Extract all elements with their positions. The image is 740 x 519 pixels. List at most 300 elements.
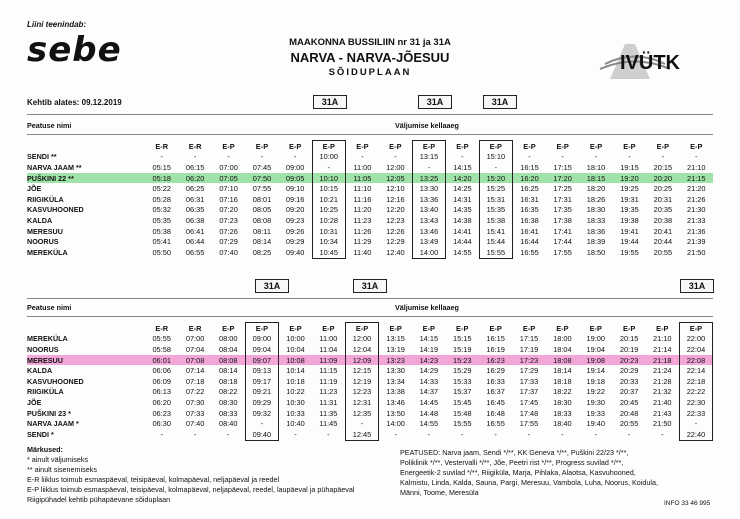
- route-tag-6: 31A: [680, 279, 714, 293]
- departure-time: -: [461, 152, 464, 162]
- departure-time: -: [479, 162, 512, 173]
- departure-time: 07:45: [252, 162, 272, 172]
- day-code: E-P: [422, 323, 435, 333]
- route-tag-1: 31A: [313, 95, 347, 109]
- departure-time: 18:33: [553, 408, 572, 418]
- departure-time: 20:15: [653, 162, 673, 172]
- timetable-joesuu-narva: [27, 322, 713, 441]
- departure-time: 09:40: [285, 247, 305, 257]
- note-line: E-R liiklus toimub esmaspäeval, teisipäeval, kolmapäeval, neljapäeval ja reedel: [27, 475, 280, 484]
- departure-time: 21:26: [687, 194, 706, 204]
- departure-time: -: [293, 152, 297, 162]
- footer-code: INFO 33 46 995: [664, 500, 711, 507]
- departure-time: 12:40: [386, 247, 405, 257]
- table-row: [27, 173, 713, 184]
- departure-time: 08:08: [212, 355, 245, 366]
- departure-time: 12:35: [345, 408, 378, 419]
- departure-time: 20:29: [619, 366, 639, 376]
- departure-time: 12:04: [345, 344, 378, 355]
- departure-time: 13:30: [412, 183, 445, 194]
- departure-time: 11:23: [353, 215, 372, 225]
- departure-time: 10:30: [286, 397, 305, 407]
- route-tag-2: 31A: [418, 95, 452, 109]
- departure-time: 09:17: [245, 376, 278, 387]
- departure-time: 19:33: [586, 408, 606, 418]
- stops-line: PEATUSED: Narva jaam, Sendi */**, KK Geneva */**, Puškini 22/23 */**,: [400, 448, 629, 457]
- operator-logo: sebe: [27, 30, 122, 70]
- departure-time: -: [594, 152, 598, 162]
- day-code: E-P: [589, 141, 603, 151]
- departure-time: 18:22: [553, 387, 572, 397]
- authority-logo-text: IVÜTK: [620, 52, 680, 74]
- departure-time: -: [345, 418, 378, 429]
- departure-time: 19:30: [586, 397, 606, 407]
- departure-time: -: [460, 429, 464, 439]
- stop-name: RIIGIKÜLA: [27, 194, 64, 204]
- departure-time: 10:18: [286, 376, 305, 386]
- departure-time: 08:08: [252, 215, 272, 225]
- departure-time: 14:15: [419, 334, 439, 344]
- departure-time: 19:55: [620, 247, 639, 257]
- departure-time: 10:22: [286, 387, 305, 397]
- departure-time: 11:40: [353, 247, 372, 257]
- departure-time: 22:40: [679, 429, 712, 440]
- departure-time: 15:41: [479, 226, 512, 237]
- departure-time: 21:40: [653, 397, 672, 407]
- departure-time: 10:10: [312, 173, 345, 184]
- departure-time: 13:38: [386, 387, 405, 397]
- departure-time: 14:41: [453, 226, 472, 236]
- departure-time: 18:30: [553, 397, 572, 407]
- departure-time: 14:23: [412, 355, 445, 366]
- stop-name: KASVUHOONED: [27, 205, 84, 215]
- departure-time: 19:15: [620, 162, 639, 172]
- departure-time: 06:06: [152, 366, 171, 376]
- note-line: E-P liiklus toimub esmaspäeval, teisipäeval, kolmapäeval, neljapäeval, reedel, laupäeval ja pühapäeval: [27, 485, 355, 494]
- departure-time: 21:20: [687, 184, 706, 194]
- departure-time: 16:45: [486, 397, 505, 407]
- day-code: E-P: [389, 141, 402, 151]
- departure-time: -: [627, 429, 631, 439]
- departure-time: 07:05: [212, 173, 245, 184]
- departure-time: 11:29: [353, 237, 372, 247]
- departure-time: 19:38: [620, 215, 639, 225]
- departure-time: 17:35: [553, 205, 572, 215]
- route-tag-5: 31A: [353, 279, 387, 293]
- departure-time: 08:04: [218, 344, 238, 354]
- day-code: E-P: [412, 141, 445, 152]
- departure-time: 06:13: [152, 387, 171, 397]
- notes-left: [27, 445, 357, 505]
- departure-time: 17:44: [553, 237, 572, 247]
- departure-time: 08:18: [218, 376, 238, 386]
- departure-time: 14:15: [453, 162, 472, 172]
- departure-time: 19:18: [586, 376, 606, 386]
- departure-time: 07:08: [178, 355, 211, 366]
- departure-time: 10:40: [286, 419, 305, 429]
- operator-label: Liini teenindab:: [27, 20, 87, 29]
- table-row: [27, 236, 713, 247]
- day-code: E-P: [623, 323, 636, 333]
- stops-line: Kalmistu, Linda, Kalda, Sauna, Pargi, Meresuu, Vambola, Luha, Noorus, Koidula,: [400, 478, 658, 487]
- day-code: E-P: [222, 141, 235, 151]
- departure-time: 07:04: [185, 344, 205, 354]
- departure-time: 05:28: [152, 194, 171, 204]
- departure-time: 11:00: [319, 334, 338, 344]
- day-code: E-P: [456, 323, 469, 333]
- departure-time: 19:41: [620, 226, 639, 236]
- departure-time: 13:46: [412, 226, 445, 237]
- departure-time: 14:00: [412, 247, 445, 258]
- departure-time: 11:00: [353, 162, 372, 172]
- departure-time: 20:55: [619, 419, 639, 429]
- departure-time: 09:40: [245, 429, 278, 440]
- departure-time: 15:33: [452, 376, 472, 386]
- departure-time: 15:45: [452, 397, 472, 407]
- stops-line: Männi, Toome, Meresüla: [400, 488, 479, 497]
- departure-time: 15:10: [479, 152, 512, 163]
- departure-time: 17:25: [553, 184, 572, 194]
- departure-time: 16:35: [520, 205, 539, 215]
- departure-time: 09:32: [245, 408, 278, 419]
- departure-time: 05:32: [152, 205, 171, 215]
- stop-name: NARVA JAAM *: [27, 419, 79, 429]
- departure-time: 16:38: [520, 215, 539, 225]
- day-code: E-P: [345, 323, 378, 334]
- departure-time: 09:07: [245, 355, 278, 366]
- departure-time: 15:55: [479, 247, 512, 258]
- departure-time: 20:15: [619, 334, 639, 344]
- departure-time: 11:26: [353, 226, 372, 236]
- departure-time: 06:09: [152, 376, 171, 386]
- departure-time: 09:05: [279, 173, 312, 184]
- departure-time: 07:40: [185, 419, 205, 429]
- day-code: E-P: [656, 323, 669, 333]
- day-code: E-P: [312, 141, 345, 152]
- departure-time: 15:48: [452, 408, 472, 418]
- departure-time: 21:24: [653, 366, 672, 376]
- day-code-row: [27, 141, 713, 152]
- day-code: E-P: [356, 141, 369, 151]
- departure-time: 21:15: [680, 173, 713, 184]
- departure-time: 20:44: [653, 237, 673, 247]
- departure-time: 16:37: [486, 387, 505, 397]
- departure-time: 12:19: [345, 376, 378, 387]
- departure-header-2: Väljumise kellaaeg: [395, 303, 459, 312]
- departure-time: 09:26: [285, 226, 305, 236]
- departure-time: 14:45: [419, 397, 439, 407]
- departure-time: 10:33: [286, 408, 305, 418]
- departure-time: 07:33: [185, 408, 205, 418]
- departure-time: 20:37: [619, 387, 639, 397]
- day-code: E-P: [288, 141, 302, 151]
- departure-time: 22:14: [679, 365, 712, 376]
- departure-time: 09:21: [245, 387, 278, 398]
- day-code: E-R: [155, 141, 169, 151]
- departure-time: 10:00: [286, 334, 305, 344]
- stop-name: NARVA JAAM **: [27, 162, 82, 172]
- departure-time: 16:29: [486, 366, 505, 376]
- departure-time: 10:21: [312, 194, 345, 205]
- departure-time: 21:14: [653, 344, 672, 354]
- departure-time: 10:04: [286, 344, 305, 354]
- day-code: E-P: [556, 141, 569, 151]
- departure-time: 10:15: [312, 183, 345, 194]
- page-title-line3: SÕIDUPLAAN: [328, 67, 412, 78]
- departure-time: 19:14: [586, 366, 606, 376]
- day-code: E-P: [556, 323, 569, 333]
- departure-time: 07:16: [219, 194, 238, 204]
- departure-time: 14:37: [419, 387, 439, 397]
- departure-time: 17:37: [519, 387, 539, 397]
- departure-time: -: [661, 429, 664, 439]
- departure-time: 06:35: [185, 205, 205, 215]
- stop-name: KALDA: [27, 366, 53, 376]
- departure-time: 14:48: [419, 408, 439, 418]
- departure-time: -: [412, 162, 445, 173]
- departure-time: 13:50: [386, 408, 405, 418]
- day-code: E-R: [188, 323, 202, 333]
- table-row: [27, 408, 713, 419]
- departure-time: 21:50: [687, 247, 706, 257]
- stop-name: SENDI *: [27, 429, 54, 439]
- stop-name: NOORUS: [27, 237, 59, 247]
- departure-time: 19:25: [620, 184, 639, 194]
- note-line: * ainult väljumiseks: [27, 455, 89, 464]
- departure-time: 06:30: [152, 419, 171, 429]
- departure-time: 21:30: [687, 205, 706, 215]
- departure-time: 20:33: [619, 376, 639, 386]
- departure-time: 08:30: [218, 397, 238, 407]
- departure-time: 12:10: [386, 184, 405, 194]
- departure-time: 06:20: [152, 397, 171, 407]
- departure-time: 06:20: [178, 173, 211, 184]
- departure-time: 19:04: [586, 344, 606, 354]
- departure-time: 13:30: [386, 366, 405, 376]
- departure-time: 22:00: [679, 334, 712, 345]
- departure-time: 09:29: [245, 397, 278, 408]
- departure-time: 12:23: [386, 215, 405, 225]
- departure-time: 15:23: [446, 355, 479, 366]
- departure-time: 08:14: [218, 366, 238, 376]
- day-code: E-P: [479, 141, 512, 152]
- departure-time: 06:55: [185, 247, 205, 257]
- departure-time: 22:30: [679, 397, 712, 408]
- departure-time: 22:04: [679, 344, 712, 355]
- departure-time: 05:15: [152, 162, 171, 172]
- departure-time: 12:09: [345, 355, 378, 366]
- departure-time: 07:40: [219, 247, 238, 257]
- departure-time: 12:26: [386, 226, 405, 236]
- departure-time: 16:31: [520, 194, 539, 204]
- departure-time: 12:05: [379, 173, 412, 184]
- departure-time: 18:20: [586, 184, 606, 194]
- table-row: [27, 365, 713, 376]
- departure-time: 20:19: [619, 344, 639, 354]
- departure-time: 13:49: [412, 236, 445, 247]
- departure-time: 10:00: [312, 152, 345, 163]
- departure-time: 10:31: [312, 226, 345, 237]
- departure-time: 09:20: [285, 205, 305, 215]
- stop-name: KASVUHOONED: [27, 376, 84, 386]
- departure-time: 09:23: [285, 215, 305, 225]
- departure-time: 09:16: [285, 194, 305, 204]
- departure-time: 14:29: [419, 366, 439, 376]
- departure-time: 08:01: [252, 194, 272, 204]
- stop-name: JÕE: [27, 184, 42, 194]
- departure-time: 15:19: [452, 344, 472, 354]
- departure-time: 07:22: [185, 387, 205, 397]
- departure-time: 18:50: [586, 247, 606, 257]
- stops-line: Energeetik-2 suvilad */**, Riigiküla, Marja, Pihlaka, Alaotsa, Kasvuhooned,: [400, 468, 636, 477]
- departure-time: 08:33: [218, 408, 238, 418]
- departure-time: 12:45: [345, 429, 378, 440]
- departure-time: 19:31: [620, 194, 639, 204]
- departure-time: 05:22: [152, 184, 171, 194]
- departure-time: 14:25: [453, 184, 472, 194]
- departure-time: 13:23: [379, 355, 412, 366]
- departure-time: 07:00: [219, 162, 238, 172]
- departure-time: 05:58: [152, 344, 171, 354]
- authority-logo: [565, 24, 715, 84]
- departure-time: -: [394, 429, 397, 439]
- departure-time: 22:22: [679, 387, 712, 398]
- departure-time: 20:25: [653, 184, 673, 194]
- stop-name: MEREKÜLA: [27, 247, 68, 257]
- departure-time: 18:04: [553, 344, 572, 354]
- stop-name: PUŠKINI 22 **: [27, 173, 145, 184]
- note-line: ** ainult sisenemiseks: [27, 465, 97, 474]
- note-line: Riigipühadel kehtib pühapäevane sõiduplaan: [27, 495, 171, 504]
- departure-time: 07:30: [185, 397, 205, 407]
- departure-time: 21:50: [653, 419, 672, 429]
- departure-time: 21:28: [653, 376, 672, 386]
- departure-time: 05:35: [152, 215, 171, 225]
- departure-time: 05:41: [152, 237, 171, 247]
- departure-time: 17:20: [546, 173, 579, 184]
- departure-time: 21:32: [653, 387, 672, 397]
- departure-time: 14:55: [453, 247, 472, 257]
- departure-time: 13:19: [386, 344, 405, 354]
- table-row: [27, 429, 713, 440]
- departure-time: 16:23: [479, 355, 512, 366]
- day-code: E-P: [222, 323, 235, 333]
- stop-name: SENDI **: [27, 152, 57, 162]
- departure-time: 11:23: [319, 387, 338, 397]
- table-row: [27, 355, 713, 366]
- departure-time: 17:19: [519, 344, 539, 354]
- departure-time: 10:28: [312, 215, 345, 226]
- departure-time: -: [528, 152, 531, 162]
- departure-time: 10:45: [312, 247, 345, 258]
- departure-time: 20:38: [653, 215, 673, 225]
- departure-time: 08:22: [218, 387, 238, 397]
- day-code: E-P: [255, 141, 269, 151]
- departure-time: 21:10: [687, 162, 706, 172]
- departure-time: 18:26: [586, 194, 606, 204]
- departure-time: 10:08: [279, 355, 312, 366]
- departure-time: 12:00: [345, 334, 378, 345]
- departure-time: 07:00: [185, 334, 205, 344]
- departure-time: -: [227, 152, 230, 162]
- departure-time: 20:41: [653, 226, 673, 236]
- departure-time: -: [679, 418, 712, 429]
- departure-time: 05:50: [152, 247, 171, 257]
- departure-time: 06:31: [185, 194, 205, 204]
- valid-from: Kehtib alates: 09.12.2019: [27, 98, 122, 107]
- departure-time: 15:15: [452, 334, 472, 344]
- departure-time: -: [193, 429, 197, 439]
- departure-time: 15:55: [452, 419, 472, 429]
- table-row: [27, 152, 713, 163]
- departure-time: 13:34: [386, 376, 405, 386]
- departure-time: -: [628, 152, 631, 162]
- route-tag-3: 31A: [483, 95, 517, 109]
- stop-name: MEREKÜLA: [27, 334, 68, 344]
- departure-time: 18:14: [553, 366, 572, 376]
- departure-time: 05:18: [145, 173, 178, 184]
- departure-time: -: [160, 429, 163, 439]
- departure-time: 09:29: [285, 237, 305, 247]
- departure-time: 14:35: [453, 205, 472, 215]
- departure-time: 17:55: [553, 247, 572, 257]
- departure-time: 15:25: [479, 183, 512, 194]
- departure-time: 20:48: [619, 408, 639, 418]
- departure-time: 19:22: [586, 387, 606, 397]
- departure-time: 22:18: [679, 376, 712, 387]
- day-code: E-P: [656, 141, 669, 151]
- departure-time: 15:20: [479, 173, 512, 184]
- departure-time: 09:10: [285, 184, 305, 194]
- stop-name: MERESUU: [27, 355, 145, 366]
- departure-time: 07:55: [252, 184, 272, 194]
- departure-time: 20:23: [612, 355, 645, 366]
- departure-time: 18:39: [586, 237, 606, 247]
- stop-name: PUŠKINI 23 *: [27, 408, 71, 418]
- departure-time: 08:14: [252, 237, 272, 247]
- departure-time: 18:08: [546, 355, 579, 366]
- stop-name: KALDA: [27, 215, 53, 225]
- departure-time: 11:31: [319, 397, 338, 407]
- day-code: E-P: [322, 323, 335, 333]
- departure-time: -: [260, 152, 264, 162]
- page-title-line2: NARVA - NARVA-JÕESUU: [290, 50, 450, 65]
- departure-time: 17:55: [519, 419, 539, 429]
- departure-time: 07:10: [219, 184, 238, 194]
- departure-time: 16:41: [520, 226, 539, 236]
- table-row: [27, 418, 713, 429]
- departure-time: 20:20: [646, 173, 679, 184]
- departure-time: 14:33: [419, 376, 439, 386]
- departure-time: 17:15: [519, 334, 539, 344]
- stop-name-header-1: Peatuse nimi: [27, 121, 72, 130]
- departure-time: 18:10: [586, 162, 606, 172]
- departure-time: 20:55: [653, 247, 673, 257]
- departure-time: 09:00: [285, 162, 305, 172]
- departure-time: -: [361, 152, 364, 162]
- stop-name: NOORUS: [27, 344, 59, 354]
- departure-time: 08:40: [218, 419, 238, 429]
- departure-time: 15:35: [479, 205, 512, 216]
- departure-time: 17:41: [553, 226, 572, 236]
- stop-name: RIIGIKÜLA: [27, 387, 64, 397]
- departure-time: 20:35: [653, 205, 673, 215]
- departure-time: -: [661, 152, 665, 162]
- stop-name-header-2: Peatuse nimi: [27, 303, 72, 312]
- table-row: [27, 344, 713, 355]
- departure-time: 05:55: [152, 334, 171, 344]
- departure-time: 05:38: [152, 226, 171, 236]
